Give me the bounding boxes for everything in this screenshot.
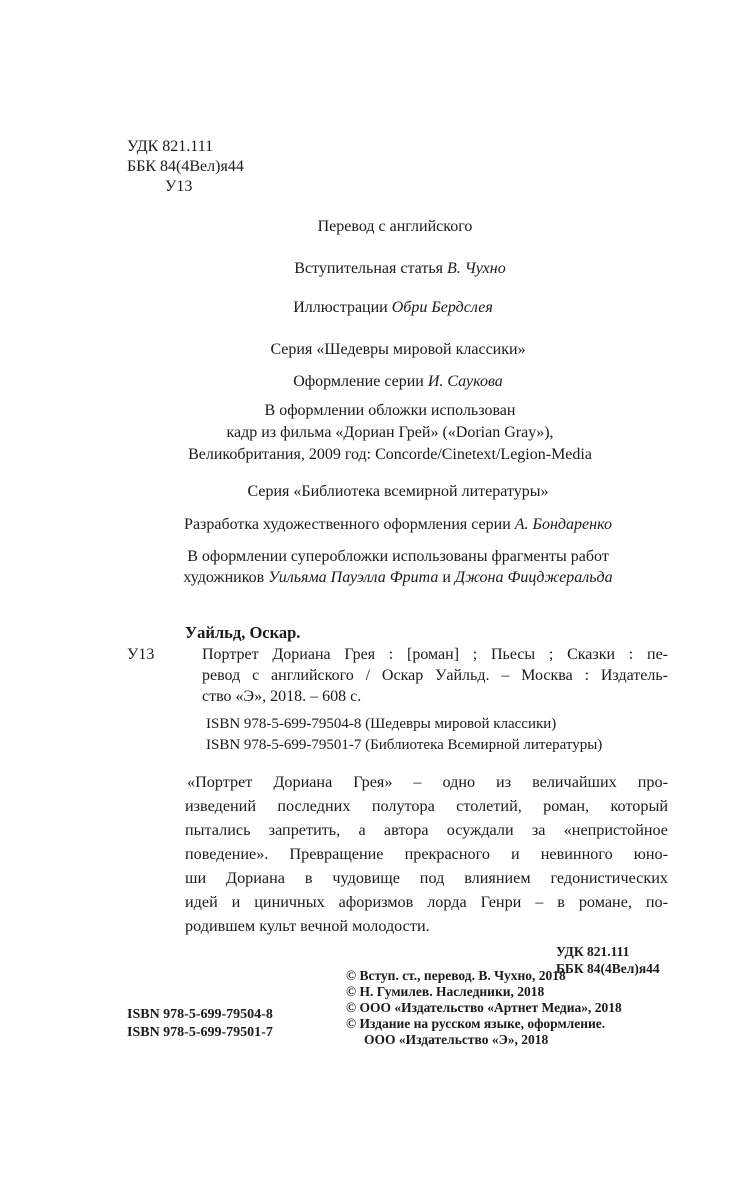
bbk-code: ББК 84(4Вел)я44 (127, 158, 244, 175)
copyright-line: © ООО «Издательство «Артнет Медиа», 2018 (346, 1000, 622, 1015)
series1-design-credit: Оформление серии И. Саукова (293, 373, 503, 390)
record-annotation (185, 770, 668, 938)
record-line: Портрет Дориана Грея : [роман] ; Пьесы ; Сказки : пе- (202, 646, 668, 663)
record-isbn: ISBN 978-5-699-79504-8 (Шедевры мировой классики) (206, 716, 557, 732)
series1-title: Серия «Шедевры мировой классики» (270, 341, 526, 358)
cover-credit-line: Великобритания, 2009 год: Concorde/Cinetext/Legion-Media (188, 446, 592, 463)
classification-block (127, 137, 244, 197)
supercover-line: художников Уильяма Пауэлла Фрита и Джона Фицджеральда (183, 569, 613, 586)
record-isbns (206, 714, 602, 756)
record-author: Уайльд, Оскар. (185, 623, 301, 642)
record-description (202, 644, 668, 707)
annotation-line: «Портрет Дориана Грея» – одно из величайших про- (187, 773, 668, 791)
bottom-isbns (127, 1006, 273, 1042)
illustrations-credit: Иллюстрации Обри Бердслея (293, 299, 493, 316)
udk-code: УДК 821.111 (127, 138, 214, 155)
bottom-isbn: ISBN 978-5-699-79501-7 (127, 1025, 273, 1040)
supercover-credit (0, 546, 743, 588)
copyright-line: © Вступ. ст., перевод. В. Чухно, 2018 (346, 968, 566, 983)
cover-credit-line: В оформлении обложки использован (264, 402, 516, 419)
annotation-line: поведение». Превращение прекрасного и невинного юно- (185, 845, 668, 863)
copyright-line: © Издание на русском языке, оформление. (346, 1016, 606, 1031)
record-bbk: ББК 84(4Вел)я44 (556, 961, 660, 976)
annotation-line: пытались запретить, а автора осуждали за «непристойное (185, 821, 668, 839)
record-line: ство «Э», 2018. – 608 с. (202, 688, 362, 705)
cover-photo-credit (0, 400, 743, 466)
annotation-line: изведений последних полутора столетий, роман, который (185, 797, 668, 815)
series2-title: Серия «Библиотека всемирной литературы» (247, 483, 549, 500)
copyright-block (346, 968, 622, 1048)
intro-credit: Вступительная статья В. Чухно (294, 260, 506, 277)
record-line: ревод с английского / Оскар Уайльд. – Москва : Издатель- (202, 667, 668, 684)
series2-design-credit: Разработка художественного оформления серии А. Бондаренко (184, 516, 612, 533)
supercover-line: В оформлении суперобложки использованы фрагменты работ (187, 548, 609, 565)
copyright-line: ООО «Издательство «Э», 2018 (364, 1032, 549, 1047)
record-isbn: ISBN 978-5-699-79501-7 (Библиотека Всемирной литературы) (206, 737, 603, 753)
translation-credit: Перевод с английского (317, 218, 473, 235)
record-udk: УДК 821.111 (556, 944, 630, 959)
author-mark: У13 (165, 178, 193, 195)
annotation-line: идей и циничных афоризмов лорда Генри – в романе, по- (185, 893, 668, 911)
record-mark: У13 (127, 646, 155, 663)
annotation-line: родившем культ вечной молодости. (185, 917, 430, 935)
cover-credit-line: кадр из фильма «Дориан Грей» («Dorian Gray»), (226, 424, 554, 441)
bottom-isbn: ISBN 978-5-699-79504-8 (127, 1007, 273, 1022)
annotation-line: ши Дориана в чудовище под влиянием гедонистических (185, 869, 668, 887)
copyright-line: © Н. Гумилев. Наследники, 2018 (346, 984, 545, 999)
